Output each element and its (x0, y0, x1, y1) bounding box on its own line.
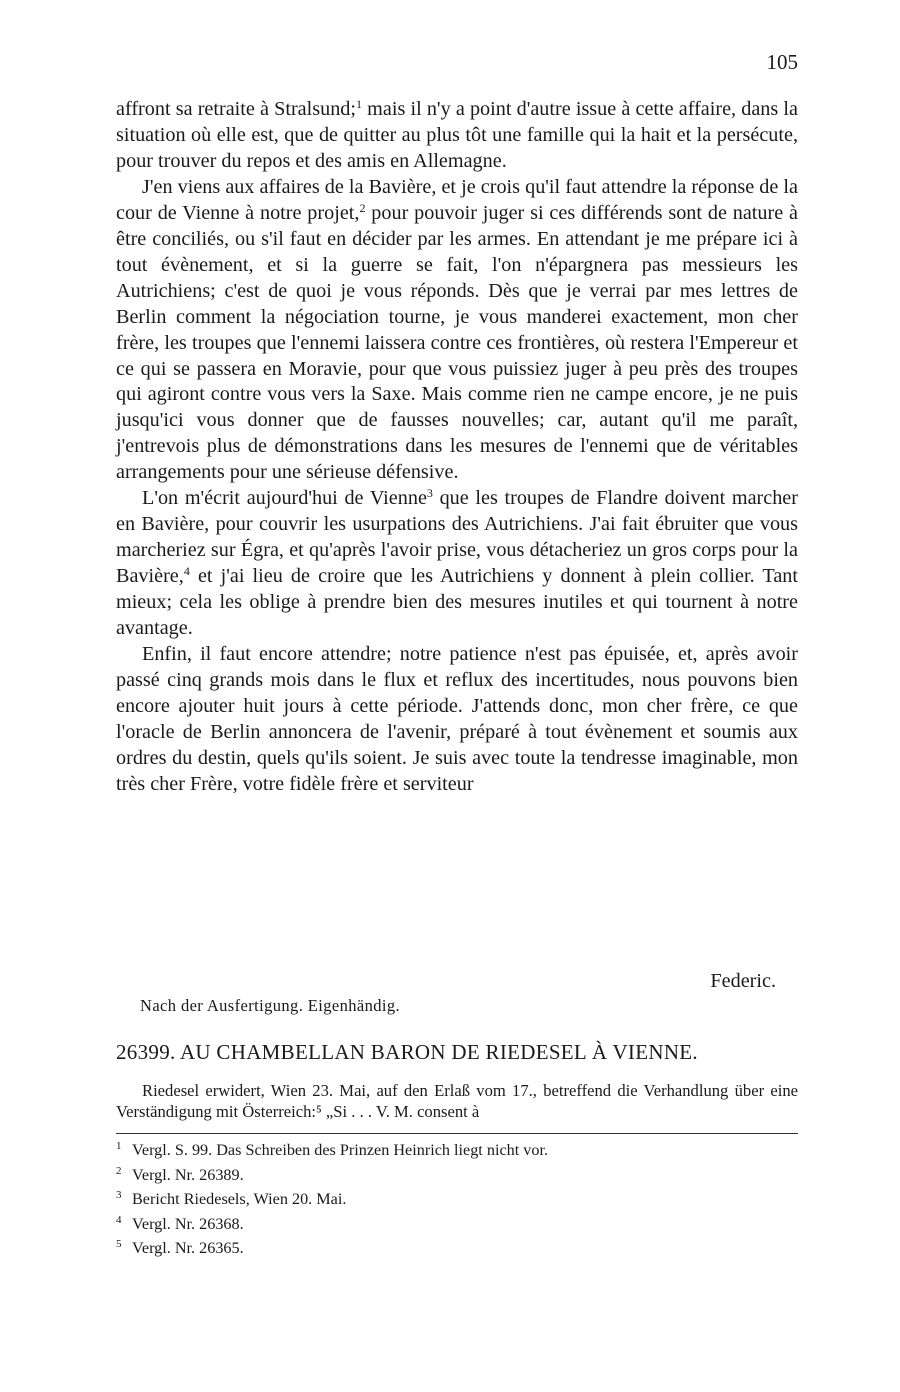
paragraph-text: pour pouvoir juger si ces différends sont de nature à être conciliés, ou s'il faut en décider par les armes. En attendant je me prépare ici à tout évènement, et si la guerre se fait, l'on n'épargnera pas messieurs les Autrichiens; c'est de quoi je vous réponds. Dès que je verrai par mes lettres de Berlin comment la négociation tourne, je vous manderei exactement, mon cher frère, les troupes que l'ennemi laissera contre ces frontières, où restera l'Empereur et ce qui se passera en Moravie, pour que vous puissiez juger à peu près des troupes qui agiront contre vous vers la Saxe. Mais comme rien ne campe encore, je ne puis jusqu'ici vous donner que de fausses nouvelles; car, autant qu'il me paraît, j'entrevois plus de démonstrations dans les mesures de l'ennemi que de véritables arrangements pour une sérieuse défensive. (116, 201, 799, 484)
paragraph-text: J'en viens aux affaires de la Bavière, et je crois qu'il faut attendre la réponse de la cour de Vienne à notre projet, (116, 175, 798, 224)
paragraph-text: affront sa retraite à Stralsund; (116, 98, 357, 120)
paragraph-text: mais il n'y a point d'autre issue à cette affaire, dans la situation où elle est, que de quitter au plus tôt une famille qui la hait et la persécute, pour trouver du repos et des amis en Allemagne. (116, 98, 798, 172)
footnote (116, 1164, 798, 1189)
footnote (116, 1139, 798, 1164)
footnote-mark: 1 (116, 1140, 122, 1152)
footnote-reference: 4 (183, 564, 190, 579)
footnote-mark: 5 (116, 1238, 122, 1251)
page-number: 105 (766, 50, 798, 74)
footnote-reference: 1 (356, 97, 363, 111)
body-paragraph (116, 642, 798, 798)
footnote-reference: 3 (426, 486, 433, 501)
paragraph-text: que les troupes de Flandre doivent marcher en Bavière, pour couvrir les usurpations des Autrichiens. J'ai fait ébruiter que vous marcheriez sur Égra, et qu'après l'avoir prise, vous détacheriez un gros corps pour la Bavière, (116, 487, 798, 588)
letter-body (116, 97, 798, 798)
summary-text: Riedesel erwidert, Wien 23. Mai, auf den Erlaß vom 17., betreffend die Verhandlung über eine Verständigung mit Österreich:⁵ „Si . . . V. M. consent à (116, 1081, 798, 1121)
footnote-mark: 2 (116, 1164, 122, 1177)
footnote-text: Vergl. S. 99. Das Schreiben des Prinzen Heinrich liegt nicht vor. (132, 1141, 548, 1159)
footnote-text: Vergl. Nr. 26365. (132, 1239, 244, 1258)
footnote-text: Vergl. Nr. 26389. (132, 1165, 244, 1184)
paragraph-text: Enfin, il faut encore attendre; notre patience n'est pas épuisée, et, après avoir passé cinq grands mois dans le flux et reflux des incertitudes, nous pouvons bien encore ajouter huit jours à cette période. J'attends donc, mon cher frère, ce que l'oracle de Berlin annoncera de l'avenir, préparé à tout évènement et soumis aux ordres du destin, quels qu'ils soient. Je suis avec toute la tendresse imaginable, mon très cher Frère, votre fidèle frère et serviteur (116, 643, 798, 795)
footnotes (116, 1139, 798, 1262)
footnote-text: Vergl. Nr. 26368. (132, 1214, 244, 1233)
footnote (116, 1237, 798, 1262)
document-heading: 26399. AU CHAMBELLAN BARON DE RIEDESEL À VIENNE. (116, 1040, 698, 1064)
footnote (116, 1188, 798, 1213)
paragraph-text: L'on m'écrit aujourd'hui de Vienne (142, 487, 427, 510)
footnote-divider (116, 1133, 798, 1134)
signature: Federic. (710, 970, 776, 992)
body-paragraph (116, 97, 798, 175)
summary-paragraph (116, 1080, 798, 1122)
footnote-mark: 3 (116, 1189, 122, 1202)
footnote-reference: 2 (359, 200, 366, 215)
body-paragraph (116, 175, 798, 486)
footnote-text: Bericht Riedesels, Wien 20. Mai. (132, 1190, 347, 1209)
footnote (116, 1213, 798, 1238)
body-paragraph (116, 486, 798, 642)
footnote-mark: 4 (116, 1213, 122, 1226)
source-note: Nach der Ausfertigung. Eigenhändig. (140, 996, 401, 1015)
paragraph-text: et j'ai lieu de croire que les Autrichiens y donnent à plein collier. Tant mieux; cela les oblige à prendre bien des mesures inutiles et qui tournent à notre avantage. (116, 565, 798, 640)
